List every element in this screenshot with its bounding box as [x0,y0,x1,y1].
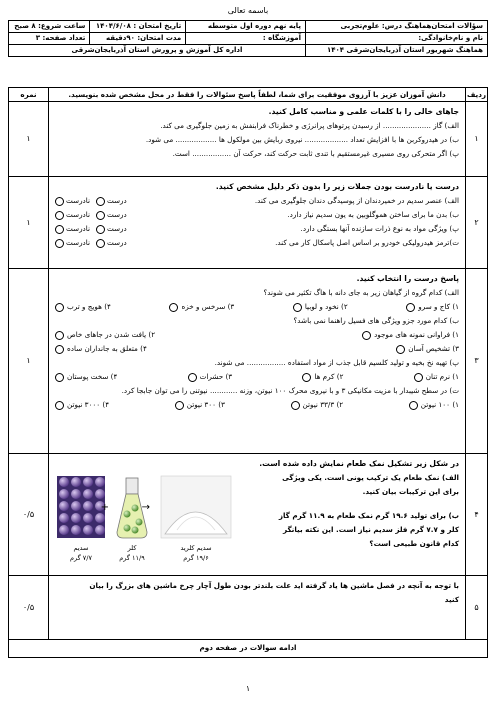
q5-text-line2: کنید [444,595,459,604]
q2-title: درست یا نادرست بودن جملات زیر را بدون ذکر دلیل مشخص کنید. [215,182,459,191]
q3-c-question: پ) تهیه نخ بخیه و تولید کلسیم قابل جذب از مواد استفاده ................. می شوند. [214,358,459,367]
option-radio[interactable] [293,303,302,312]
q2-true-false: درست نادرست [55,222,127,236]
q3-b-options-2: ۳) تشخیص آسان ۴) متعلق به جانداران ساده [55,342,459,356]
q5-text-line1: با توجه به آنچه در فصل ماشین ها یاد گرفته اید علت بلندتر بودن طول آچار چرخ ماشین های بزرگ را بیان [89,581,459,590]
exam-date: تاریخ امتحان : ۱۴۰۴/۶/۰۸ [90,21,186,33]
q1-number: ۱ [466,102,488,177]
q2-number: ۲ [466,177,488,269]
bismillah: باسمه تعالی [227,6,269,15]
department: اداره کل آموزش و پرورش استان آذربایجان‌شرقی [9,45,306,57]
sodium-mass: ۷/۷ گرم [70,554,92,562]
q4-b-line3: کدام قانون طبیعی است؟ [369,539,459,548]
q3-d-question: ت) در سطح شیبدار با مزیت مکانیکی ۳ و با نیروی محرک ۱۰۰ نیوتن، وزنه ............ نیوتنی را می توان جابجا کرد. [121,386,459,395]
q3-c-options: ۱) نرم تنان ۲) کرم ها ۳) حشرات ۴) سخت پوستان [55,370,459,384]
q4-a-line1: الف) نمک طعام یک ترکیب یونی است. یکی ویژگی [282,473,459,482]
option-radio[interactable] [55,331,64,340]
questions-table [8,87,488,658]
exam-header [8,20,488,57]
q2-true-false: درست نادرست [55,194,127,208]
col-instructions: دانش آموزان عزیز با آرزوی موفقیت برای شما، لطفاً پاسخ سئوالات را فقط در محل مشخص شده بنویسید. [49,88,466,102]
nacl-formation-figure [55,470,235,570]
q4-title: در شکل زیر تشکیل نمک طعام نمایش داده شده است. [259,459,459,468]
q1-title: جاهای خالی را با کلمات علمی و مناسب کامل کنید. [268,107,459,116]
q4-score: ۰/۵ [9,454,49,576]
q1-c: پ) اگر متحرکی روی مسیری غیرمستقیم با تندی ثابت حرکت کند، حرکت آن ................. است. [172,149,459,158]
true-radio[interactable] [96,211,105,220]
chlorine-label: کلر [127,544,137,552]
q3-a-options: ۱) کاج و سرو ۲) نخود و لوبیا ۳) سرخس و خزه ۴) هویج و ترب [55,300,459,314]
option-radio[interactable] [291,401,300,410]
q2-item: الف) عنصر سدیم در خمیردندان از پوسیدگی دندان جلوگیری می کند. درست نادرست [55,194,459,208]
q1-content [49,102,466,177]
option-radio[interactable] [302,373,311,382]
nacl-mass: ۱۹/۶ گرم [183,554,209,562]
false-radio[interactable] [55,239,64,248]
q5-score: ۰/۵ [9,576,49,640]
option-radio[interactable] [55,345,64,354]
option-radio[interactable] [55,303,64,312]
q4-a-line2: برای این ترکیبات بیان کنید. [362,487,459,496]
q4-b-line1: ب) برای تولید ۱۹.۶ گرم نمک طعام به ۱۱.۹ گرم گاز [278,511,459,520]
q4-number: ۴ [466,454,488,576]
true-radio[interactable] [96,225,105,234]
sodium-label: سدیم [73,544,89,552]
q1-b: ب) در هیدروکربن ها با افزایش تعداد ................... نیروی ربایش بین مولکول ها .................. می شود. [145,135,459,144]
q2-true-false: درست نادرست [55,236,127,250]
coordinated-exam: هماهنگ شهریور استان آذربایجان‌شرقی ۱۴۰۴ [305,45,487,57]
salt-pile [161,476,231,538]
q3-b-question: ب) کدام مورد جزو ویژگی های فسیل راهنما نمی باشد؟ [293,316,459,325]
svg-text:→: → [141,502,150,513]
q3-number: ۳ [466,269,488,454]
q2-content [49,177,466,269]
exam-grade: پایه نهم دوره اول متوسطه [186,21,306,33]
q3-d-options: ۱) ۱۰۰ نیوتن ۲) ۳۳/۳ نیوتن ۳) ۳۰۰ نیوتن ۴) ۳۰۰۰ نیوتن [55,398,459,412]
false-radio[interactable] [55,211,64,220]
option-radio[interactable] [55,401,64,410]
option-radio[interactable] [406,303,415,312]
col-score-header: نمره [9,88,49,102]
option-radio[interactable] [362,331,371,340]
exam-duration: مدت امتحان: ۹۰دقیقه [90,33,186,45]
continue-note: ادامه سوالات در صفحه دوم [9,640,488,658]
q3-a-question: الف) کدام گروه از گیاهان زیر به جای دانه با هاگ تکثیر می شوند؟ [263,288,459,297]
false-radio[interactable] [55,197,64,206]
exam-subject: سؤالات امتحان‌هماهنگ درس: علوم‌تجربی [305,21,487,33]
option-radio[interactable] [409,401,418,410]
q4-content [49,454,466,576]
option-radio[interactable] [55,373,64,382]
q3-content [49,269,466,454]
q2-item: پ) ویژگی مواد به نوع ذرات سازنده آنها بستگی دارد. درست نادرست [55,222,459,236]
col-row-header: ردیف [466,88,488,102]
false-radio[interactable] [55,225,64,234]
q2-true-false: درست نادرست [55,208,127,222]
sodium-lattice [57,476,105,538]
school-field[interactable]: آموزشگاه : [186,33,306,45]
student-name-field[interactable]: نام و نام‌خانوادگی: [305,33,487,45]
page-count: تعداد صفحه: ۳ [9,33,90,45]
q5-content [49,576,466,640]
exam-start-time: ساعت شروع: ۸ صبح [9,21,90,33]
nacl-label: سدیم کلرید [180,544,212,552]
page-number: ۱ [245,684,251,693]
option-radio[interactable] [188,373,197,382]
q3-b-options-1: ۱) فراوانی نمونه های موجود ۲) یافت شدن در جاهای خاص [55,328,459,342]
option-radio[interactable] [169,303,178,312]
option-radio[interactable] [175,401,184,410]
svg-text:+: + [100,502,109,513]
true-radio[interactable] [96,239,105,248]
q3-score: ۱ [9,269,49,454]
q5-number: ۵ [466,576,488,640]
q2-item: ت)ترمز هیدرولیکی خودرو بر اساس اصل پاسکال کار می کند. درست نادرست [55,236,459,250]
true-radio[interactable] [96,197,105,206]
option-radio[interactable] [396,345,405,354]
q1-a: الف) گاز ..................... از رسیدن پرتوهای پرانرژی و خطرناک فرابنفش به زمین جلوگیری می کند. [160,121,459,130]
option-radio[interactable] [414,373,423,382]
q2-score: ۱ [9,177,49,269]
q4-b-line2: کلر و ۷.۷ گرم فلز سدیم نیاز است. این نکته بیانگر [282,525,459,534]
q2-item: ب) بدن ما برای ساختن هموگلوبین به یون سدیم نیاز دارد. درست نادرست [55,208,459,222]
q3-title: پاسخ درست را انتخاب کنید. [356,274,459,283]
chlorine-mass: ۱۱/۹ گرم [119,554,145,562]
q1-score: ۱ [9,102,49,177]
